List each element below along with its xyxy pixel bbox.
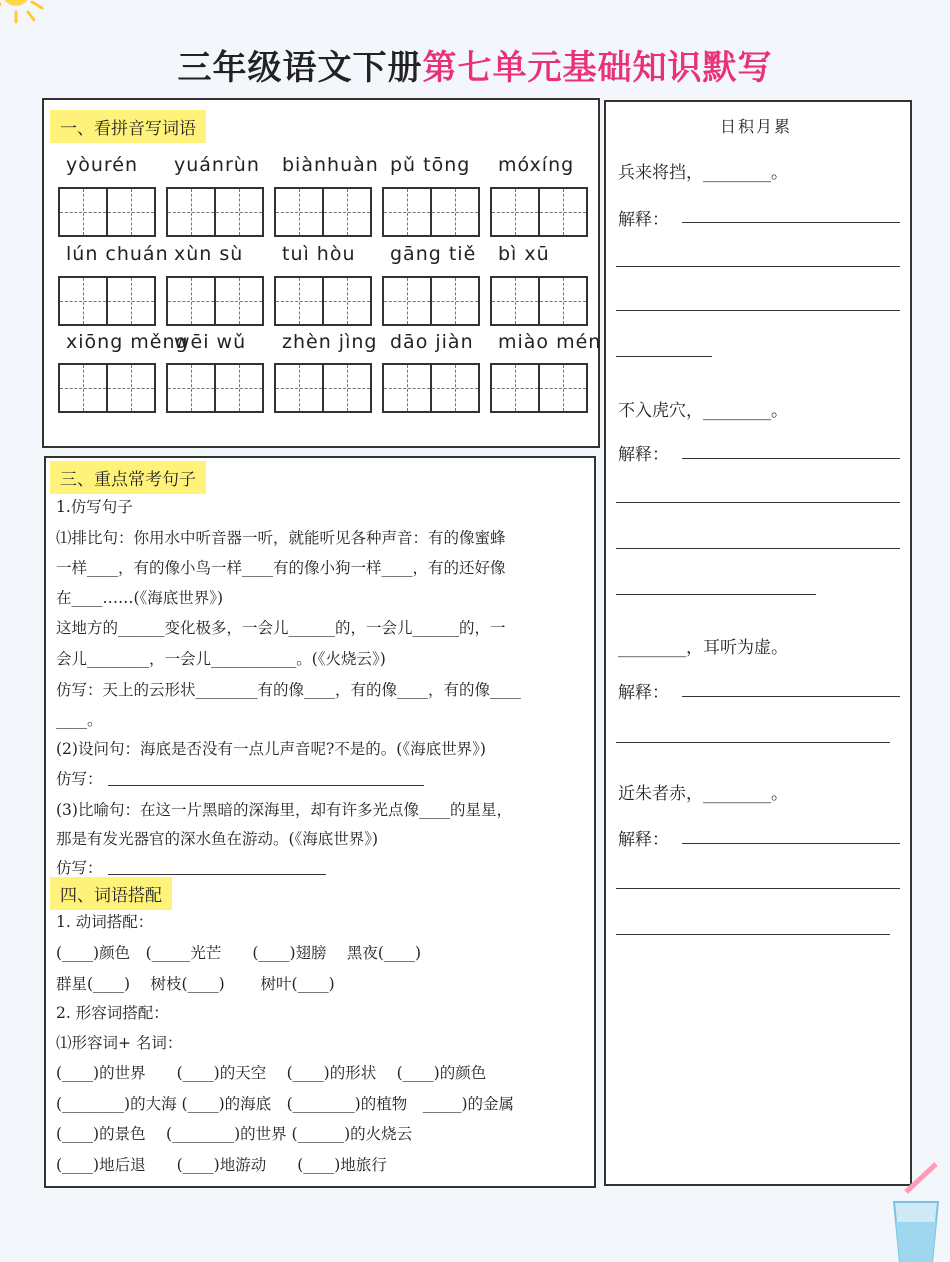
pinyin-label: dāo jiàn [390,331,474,353]
grid-cell[interactable] [60,189,108,235]
grid-cell[interactable] [384,365,432,411]
grid-cell[interactable] [324,189,370,235]
grid-cell[interactable] [108,189,154,235]
s3-line: 那是有发光器官的深水鱼在游动。(《海底世界》) [56,830,379,848]
idiom-4: 近朱者赤，________。 [618,784,788,804]
page-title [0,40,950,89]
grid-cell[interactable] [108,365,154,411]
answer-line[interactable] [616,742,890,743]
answer-line[interactable] [108,785,424,786]
s4-line: (________)的大海 (____)的海底 (________)的植物 _____)的金属 [56,1095,515,1113]
s3-line: ⑴排比句：你用水中听音器一听，就能听见各种声音：有的像蜜蜂 [56,529,506,547]
answer-line[interactable] [616,934,890,935]
writing-grid[interactable] [382,276,480,326]
grid-cell[interactable] [384,189,432,235]
pinyin-label: bì xū [498,243,550,265]
idiom-2: 不入虎穴，________。 [618,401,788,421]
section1-header: 一、看拼音写词语 [50,110,206,143]
accumulation-header: 日积月累 [720,117,793,136]
writing-grid[interactable] [382,187,480,237]
grid-cell[interactable] [168,365,216,411]
grid-cell[interactable] [384,278,432,324]
writing-grid[interactable] [490,363,588,413]
explain-label: 解释： [618,830,669,850]
grid-cell[interactable] [324,278,370,324]
writing-grid[interactable] [274,276,372,326]
pinyin-label: móxíng [498,154,575,176]
writing-grid[interactable] [166,276,264,326]
grid-cell[interactable] [540,189,586,235]
pinyin-label: tuì hòu [282,243,356,265]
pinyin-label: yòurén [66,154,139,176]
grid-cell[interactable] [276,189,324,235]
pinyin-label: pǔ tōng [390,154,471,176]
answer-line[interactable] [682,696,900,697]
answer-line[interactable] [682,222,900,223]
grid-cell[interactable] [216,278,262,324]
s3-line: 在____……(《海底世界》) [56,589,224,607]
answer-line[interactable] [616,888,900,889]
s3-line: 1.仿写句子 [56,498,133,516]
writing-grid[interactable] [166,187,264,237]
s4-line: ⑴形容词+ 名词： [56,1034,183,1052]
grid-cell[interactable] [540,365,586,411]
s3-line: 会儿________，一会儿___________。(《火烧云》) [56,650,386,668]
pinyin-label: xùn sù [174,243,244,265]
pinyin-label: xiōng měng [66,331,189,353]
grid-cell[interactable] [168,189,216,235]
title-part2: 第七单元基础知识默写 [422,48,773,88]
s3-line: 这地方的______变化极多，一会儿______的，一会儿______的，一 [56,619,506,637]
s4-line: 2. 形容词搭配： [56,1004,169,1022]
writing-grid[interactable] [490,276,588,326]
writing-grid[interactable] [274,187,372,237]
grid-cell[interactable] [216,189,262,235]
grid-cell[interactable] [540,278,586,324]
answer-line[interactable] [616,310,900,311]
answer-line[interactable] [108,874,326,875]
writing-grid[interactable] [166,363,264,413]
pinyin-label: zhèn jìng [282,331,378,353]
s4-line: (____)颜色 (_____光芒 (____)翅膀 黑夜(____) [56,944,422,962]
s3-line: (2)设问句：海底是否没有一点儿声音呢?不是的。(《海底世界》) [56,740,486,758]
s4-line: 1. 动词搭配： [56,913,154,931]
s3-line: (3)比喻句：在这一片黑暗的深海里，却有许多光点像____的星星， [56,801,512,819]
s3-line: ____。 [56,711,103,729]
grid-cell[interactable] [432,278,478,324]
answer-line[interactable] [616,266,900,267]
grid-cell[interactable] [492,189,540,235]
grid-cell[interactable] [492,278,540,324]
explain-label: 解释： [618,683,669,703]
section4-header: 四、词语搭配 [50,877,172,910]
grid-cell[interactable] [432,189,478,235]
grid-cell[interactable] [492,365,540,411]
s4-line: 群星(____) 树枝(____) 树叶(____) [56,975,335,993]
pinyin-label: miào mén [498,331,602,353]
answer-line[interactable] [616,548,900,549]
explain-label: 解释： [618,210,669,230]
writing-grid[interactable] [490,187,588,237]
section3-header: 三、重点常考句子 [50,461,206,494]
s4-line: (____)的景色 (________)的世界 (______)的火烧云 [56,1125,413,1143]
writing-grid[interactable] [382,363,480,413]
glass-decoration-icon [886,1162,946,1262]
pinyin-label: biànhuàn [282,154,379,176]
grid-cell[interactable] [168,278,216,324]
s3-line: 一样____，有的像小鸟一样____有的像小狗一样____，有的还好像 [56,559,506,577]
grid-cell[interactable] [60,278,108,324]
grid-cell[interactable] [276,365,324,411]
answer-line[interactable] [616,594,816,595]
writing-grid[interactable] [274,363,372,413]
pinyin-label: gāng tiě [390,243,477,265]
grid-cell[interactable] [432,365,478,411]
grid-cell[interactable] [108,278,154,324]
grid-cell[interactable] [60,365,108,411]
answer-line[interactable] [682,843,900,844]
idiom-3: ________，耳听为虚。 [618,638,788,658]
grid-cell[interactable] [276,278,324,324]
sun-decoration-icon [0,0,64,30]
s3-line: 仿写：天上的云形状________有的像____，有的像____，有的像____ [56,681,522,699]
answer-line[interactable] [616,502,900,503]
s3-line: 仿写： [56,859,103,877]
title-part1: 三年级语文下册 [177,48,423,88]
s4-line: (____)的世界 (____)的天空 (____)的形状 (____)的颜色 [56,1064,487,1082]
idiom-1: 兵来将挡，________。 [618,163,788,183]
grid-cell[interactable] [324,365,370,411]
s3-line: 仿写： [56,770,103,788]
pinyin-label: lún chuán [66,243,169,265]
writing-grid[interactable] [58,363,156,413]
s4-line: (____)地后退 (____)地游动 (____)地旅行 [56,1156,387,1174]
answer-line[interactable] [616,356,712,357]
writing-grid[interactable] [58,187,156,237]
writing-grid[interactable] [58,276,156,326]
pinyin-label: wēi wǔ [174,331,247,353]
pinyin-label: yuánrùn [174,154,260,176]
answer-line[interactable] [682,458,900,459]
explain-label: 解释： [618,445,669,465]
grid-cell[interactable] [216,365,262,411]
